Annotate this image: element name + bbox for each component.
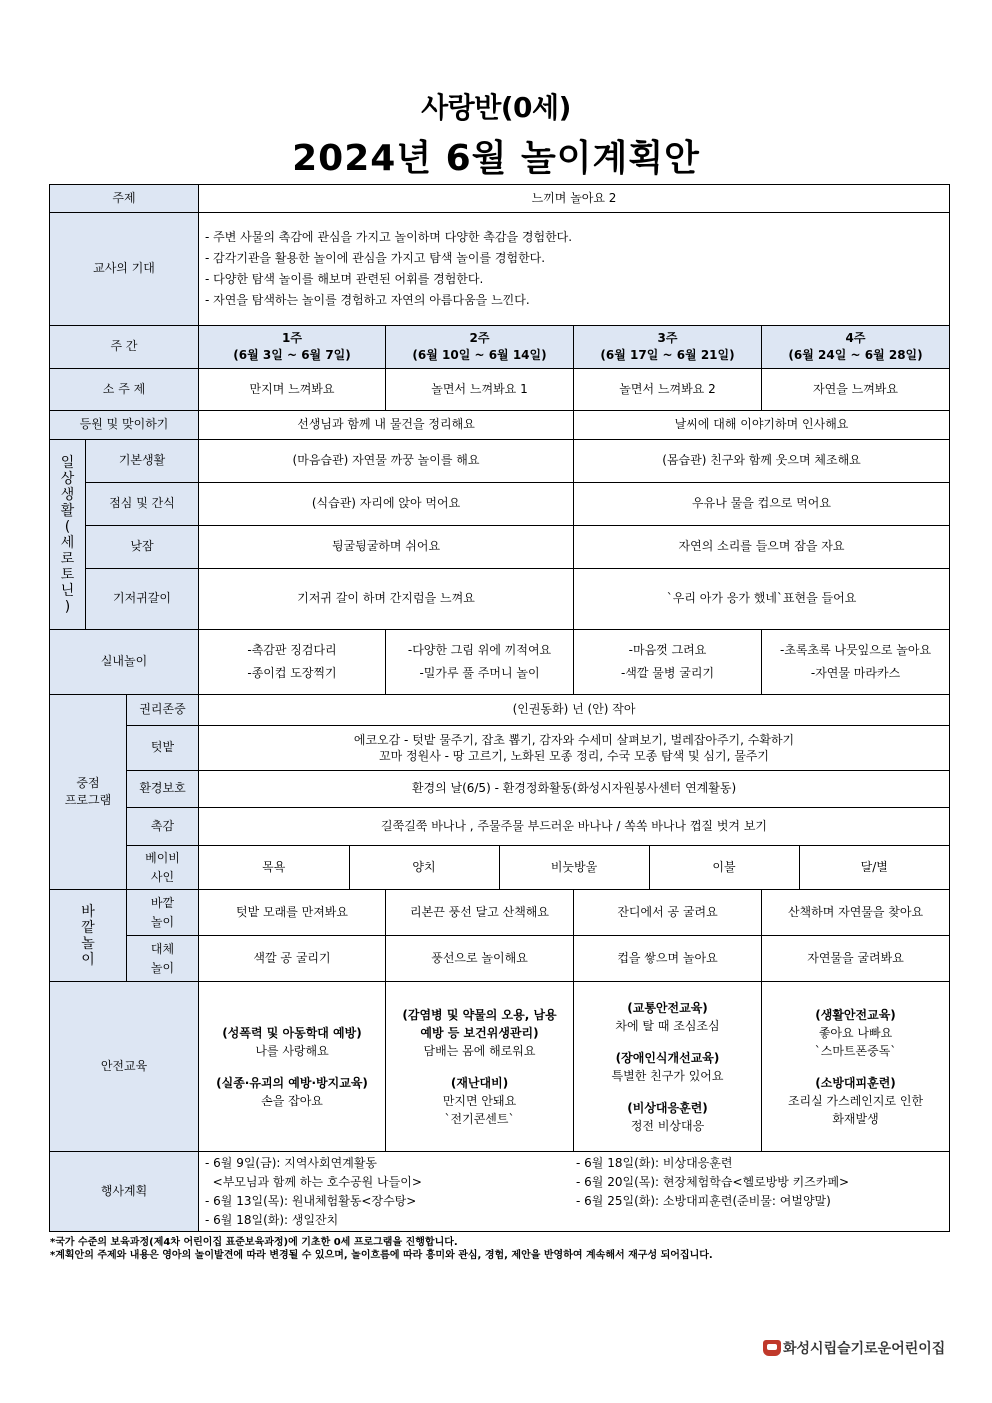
baby-sign-cell: 비눗방울: [499, 846, 649, 889]
plan-table: [49, 184, 950, 1232]
alt-play-cell: 풍선으로 놀이해요: [386, 936, 574, 982]
arrival-label: 등원 및 맞이하기: [50, 411, 199, 440]
subtheme-cell: 자연을 느껴봐요: [762, 369, 950, 411]
week-name: 3주: [657, 330, 678, 345]
subtheme-cell: 놀면서 느껴봐요 1: [386, 369, 574, 411]
events-right: [576, 1154, 947, 1230]
indoor-cell: -다양한 그림 위에 끼적여요 -밀가루 풀 주머니 놀이: [386, 630, 574, 695]
focus-program-label: 중점 프로그램: [50, 695, 127, 890]
class-name: 사랑반(0세): [421, 91, 571, 124]
nap-cell: 뒹굴뒹굴하며 쉬어요: [199, 526, 574, 569]
week-range: (6월 17일 ~ 6월 21일): [600, 348, 735, 362]
outdoor-cell: 산책하며 자연물을 찾아요: [762, 890, 950, 936]
basic-life-cell: (마음습관) 자연물 까꿍 놀이를 해요: [199, 440, 574, 483]
safety-label: 안전교육: [50, 982, 199, 1152]
outdoor-cell: 텃밭 모래를 만져봐요: [199, 890, 386, 936]
baby-sign-cell: 달/별: [799, 846, 949, 889]
garden-label: 텃밭: [127, 726, 199, 771]
daily-life-label: 일 상 생 활 ( 세 로 토 닌 ): [50, 440, 86, 630]
subtheme-label: 소 주 제: [50, 369, 199, 411]
rights-cell: (인권동화) 넌 (안) 작아: [199, 695, 950, 726]
nap-cell: 자연의 소리를 들으며 잠을 자요: [574, 526, 950, 569]
subtheme-cell: 놀면서 느껴봐요 2: [574, 369, 762, 411]
baby-sign-label: 베이비 사인: [127, 846, 199, 890]
week-2: [386, 326, 574, 369]
school-name: 화성시립슬기로운어린이집: [783, 1341, 946, 1357]
diaper-cell: `우리 아가 응가 했네`표현을 들어요: [574, 569, 950, 630]
diaper-label: 기저귀갈이: [86, 569, 199, 630]
garden-cell: 에코오감 - 텃밭 물주기, 잡초 뽑기, 감자와 수세미 살펴보기, 벌레잡아주기, 수확하기 꼬마 정원사 - 땅 고르기, 노화된 모종 정리, 수국 모종 탐색 및 심기, 물주기: [199, 726, 950, 771]
basic-life-cell: (몸습관) 친구와 함께 웃으며 체조해요: [574, 440, 950, 483]
teacher-expect-label: 교사의 기대: [50, 213, 199, 326]
sense-label: 촉감: [127, 808, 199, 846]
event-item: - 6월 9일(금): 지역사회연계활동: [205, 1155, 377, 1170]
indoor-cell: -초록초록 나뭇잎으로 놀아요 -자연물 마라카스: [762, 630, 950, 695]
outdoor-play-label: 바깥 놀이: [127, 890, 199, 936]
week-1: [199, 326, 386, 369]
expectation-item: - 주변 사물의 촉감에 관심을 가지고 놀이하며 다양한 촉감을 경험한다.: [205, 230, 573, 244]
outdoor-cell: 잔디에서 공 굴려요: [574, 890, 762, 936]
rights-label: 권리존중: [127, 695, 199, 726]
basic-life-label: 기본생활: [86, 440, 199, 483]
indoor-label: 실내놀이: [50, 630, 199, 695]
event-item: - 6월 20일(목): 현장체험학습<헬로방방 키즈카페>: [576, 1174, 850, 1189]
outdoor-section-label: 바 깥 놀 이: [50, 890, 127, 982]
expectation-item: - 감각기관을 활용한 놀이에 관심을 가지고 탐색 놀이를 경험한다.: [205, 251, 546, 265]
theme-value: 느끼며 놀아요 2: [199, 185, 950, 213]
nap-label: 낮잠: [86, 526, 199, 569]
alt-play-cell: 색깔 공 굴리기: [199, 936, 386, 982]
week-4: [762, 326, 950, 369]
expectation-item: - 자연을 탐색하는 놀이를 경험하고 자연의 아름다움을 느낀다.: [205, 293, 530, 307]
alt-play-cell: 컵을 쌓으며 놀아요: [574, 936, 762, 982]
alt-play-cell: 자연물을 굴려봐요: [762, 936, 950, 982]
env-cell: 환경의 날(6/5) - 환경정화활동(화성시자원봉사센터 연계활동): [199, 771, 950, 808]
expectation-item: - 다양한 탐색 놀이를 해보며 관련된 어휘를 경험한다.: [205, 272, 484, 286]
arrival-cell: 날씨에 대해 이야기하며 인사해요: [574, 411, 950, 440]
events-cell: [199, 1152, 950, 1232]
event-item: - 6월 13일(목): 원내체험활동<장수탕>: [205, 1193, 417, 1208]
event-item: - 6월 18일(화): 비상대응훈련: [576, 1155, 733, 1170]
plan-title: 2024년 6월 놀이계획안: [292, 138, 700, 179]
theme-label: 주제: [50, 185, 199, 213]
arrival-cell: 선생님과 함께 내 물건을 정리해요: [199, 411, 574, 440]
safety-week-4: (생활안전교육) 좋아요 나빠요 `스마트폰중독` (소방대피훈련) 조리실 가스레인지로 인한 화재발생: [762, 982, 950, 1152]
baby-sign-cell: 양치: [349, 846, 499, 889]
week-name: 4주: [845, 330, 866, 345]
week-range: (6월 10일 ~ 6월 14일): [412, 348, 547, 362]
footnotes: [50, 1236, 713, 1262]
baby-sign-cell: 이불: [649, 846, 799, 889]
baby-sign-row: [199, 846, 950, 890]
sense-cell: 길쭉길쭉 바나나 , 주물주물 부드러운 바나나 / 쏙쏙 바나나 껍질 벗겨 보기: [199, 808, 950, 846]
events-left: [205, 1154, 576, 1230]
week-3: [574, 326, 762, 369]
meal-label: 점심 및 간식: [86, 483, 199, 526]
week-range: (6월 24일 ~ 6월 28일): [788, 348, 923, 362]
footnote: *국가 수준의 보육과정(제4차 어린이집 표준보육과정)에 기초한 0세 프로그램을 진행합니다.: [50, 1237, 458, 1248]
school-emblem-icon: [763, 1340, 781, 1356]
indoor-cell: -촉감판 징검다리 -종이컵 도장찍기: [199, 630, 386, 695]
indoor-cell: -마음껏 그려요 -색깔 물병 굴리기: [574, 630, 762, 695]
event-item: - 6월 18일(화): 생일잔치: [205, 1212, 339, 1227]
safety-week-2: (감염병 및 약물의 오용, 남용 예방 등 보건위생관리) 담배는 몸에 해로워요 (재난대비) 만지면 안돼요 `전기콘센트`: [386, 982, 574, 1152]
env-label: 환경보호: [127, 771, 199, 808]
expectations-list: [199, 213, 950, 326]
event-item: <부모님과 함께 하는 호수공원 나들이>: [205, 1174, 422, 1189]
outdoor-cell: 리본끈 풍선 달고 산책해요: [386, 890, 574, 936]
safety-week-1: (성폭력 및 아동학대 예방) 나를 사랑해요 (실종·유괴의 예방·방지교육) 손을 잡아요: [199, 982, 386, 1152]
alt-play-label: 대체 놀이: [127, 936, 199, 982]
meal-cell: (식습관) 자리에 앉아 먹어요: [199, 483, 574, 526]
week-name: 1주: [282, 330, 302, 345]
week-name: 2주: [469, 330, 490, 345]
subtheme-cell: 만지며 느껴봐요: [199, 369, 386, 411]
week-range: (6월 3일 ~ 6월 7일): [233, 348, 351, 362]
event-item: - 6월 25일(화): 소방대피훈련(준비물: 여벌양말): [576, 1193, 831, 1208]
baby-sign-cell: 목욕: [262, 859, 286, 874]
events-label: 행사계획: [50, 1152, 199, 1232]
weeks-label: 주 간: [50, 326, 199, 369]
diaper-cell: 기저귀 갈이 하며 간지럼을 느껴요: [199, 569, 574, 630]
meal-cell: 우유나 물을 컵으로 먹어요: [574, 483, 950, 526]
safety-week-3: (교통안전교육) 차에 탈 때 조심조심 (장애인식개선교육) 특별한 친구가 있어요 (비상대응훈련) 정전 비상대응: [574, 982, 762, 1152]
school-logo: [763, 1338, 945, 1358]
footnote: *계획안의 주제와 내용은 영아의 놀이발견에 따라 변경될 수 있으며, 놀이흐름에 따라 흥미와 관심, 경험, 제안을 반영하여 계속해서 재구성 되어집니다.: [50, 1250, 713, 1261]
